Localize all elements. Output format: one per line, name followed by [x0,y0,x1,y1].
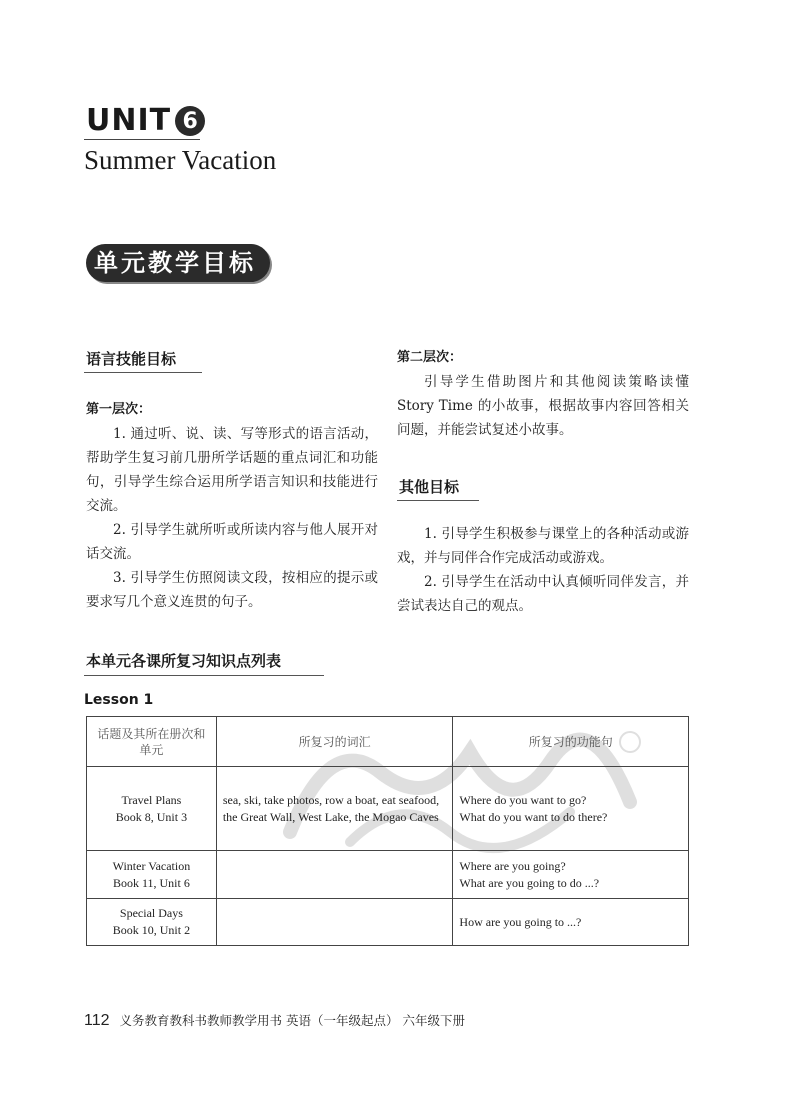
vocab-cell [216,899,453,946]
page-number: 112 [84,1012,110,1029]
vocab-cell [216,851,453,899]
table-row [87,851,689,899]
knowledge-table [86,716,689,946]
knowledge-list-rule [84,675,324,676]
function-cell [453,851,689,899]
function-line: Where do you want to go? [459,792,587,807]
header-functions: 所复习的功能句 [453,717,689,767]
language-skills-rule [84,372,202,373]
book-info: 义务教育教科书教师教学用书 英语（一年级起点） 六年级下册 [119,1013,465,1028]
topic-name: Special Days [119,906,183,920]
header-topic: 话题及其所在册次和单元 [87,717,217,767]
unit-number-badge: 6 [175,106,205,136]
other-goals-rule [397,500,479,501]
function-line: What are you going to do ...? [459,875,600,890]
table-row [87,767,689,851]
topic-book: Book 8, Unit 3 [115,809,188,824]
other-goals-heading: 其他目标 [399,478,460,496]
topic-cell [87,899,217,946]
section-banner: 单元教学目标 [86,244,270,282]
table-row [87,899,689,946]
function-line: What do you want to do there? [459,809,608,824]
page-footer [84,1011,465,1030]
level-two-text-block [397,370,689,442]
topic-cell [87,851,217,899]
objective-item: 1. 通过听、说、读、写等形式的语言活动，帮助学生复习前几册所学话题的重点词汇和功能句，引导学生综合运用所学语言知识和技能进行交流。 [86,426,378,514]
function-line: How are you going to ...? [459,914,582,929]
topic-name: Travel Plans [121,792,182,807]
topic-book: Book 11, Unit 6 [112,875,190,890]
function-cell [453,899,689,946]
objective-item: 2. 引导学生就所听或所读内容与他人展开对话交流。 [86,522,378,562]
table-header-row [87,717,689,767]
level-two-text: 引导学生借助图片和其他阅读策略读懂 Story Time 的小故事，根据故事内容回答相关问题，并能尝试复述小故事。 [397,374,689,438]
objective-item: 2. 引导学生在活动中认真倾听同伴发言，并尝试表达自己的观点。 [397,574,689,614]
objective-item: 1. 引导学生积极参与课堂上的各种活动或游戏，并与同伴合作完成活动或游戏。 [397,526,689,566]
unit-word: UNIT [86,103,172,138]
knowledge-list-heading: 本单元各课所复习知识点列表 [86,652,282,670]
unit-label [86,104,205,138]
level-two-heading: 第二层次： [397,350,463,365]
level-one-heading: 第一层次： [86,402,152,417]
topic-name: Winter Vacation [112,858,191,873]
level-one-items [86,422,378,614]
function-cell [453,767,689,851]
objective-item: 3. 引导学生仿照阅读文段，按相应的提示或要求写几个意义连贯的句子。 [86,570,378,610]
vocab-cell [216,767,453,851]
lesson-label: Lesson 1 [84,692,154,708]
header-vocabulary: 所复习的词汇 [216,717,453,767]
vocab-line: the Great Wall, West Lake, the Mogao Caves [222,809,439,824]
vocab-line: sea, ski, take photos, row a boat, eat seafood, [222,792,440,807]
unit-divider [84,139,200,140]
topic-book: Book 10, Unit 2 [112,923,191,937]
topic-cell [87,767,217,851]
unit-title: Summer Vacation [84,145,277,175]
language-skills-heading: 语言技能目标 [86,350,177,368]
function-line: Where are you going? [459,858,566,873]
other-goals-items [397,522,689,618]
